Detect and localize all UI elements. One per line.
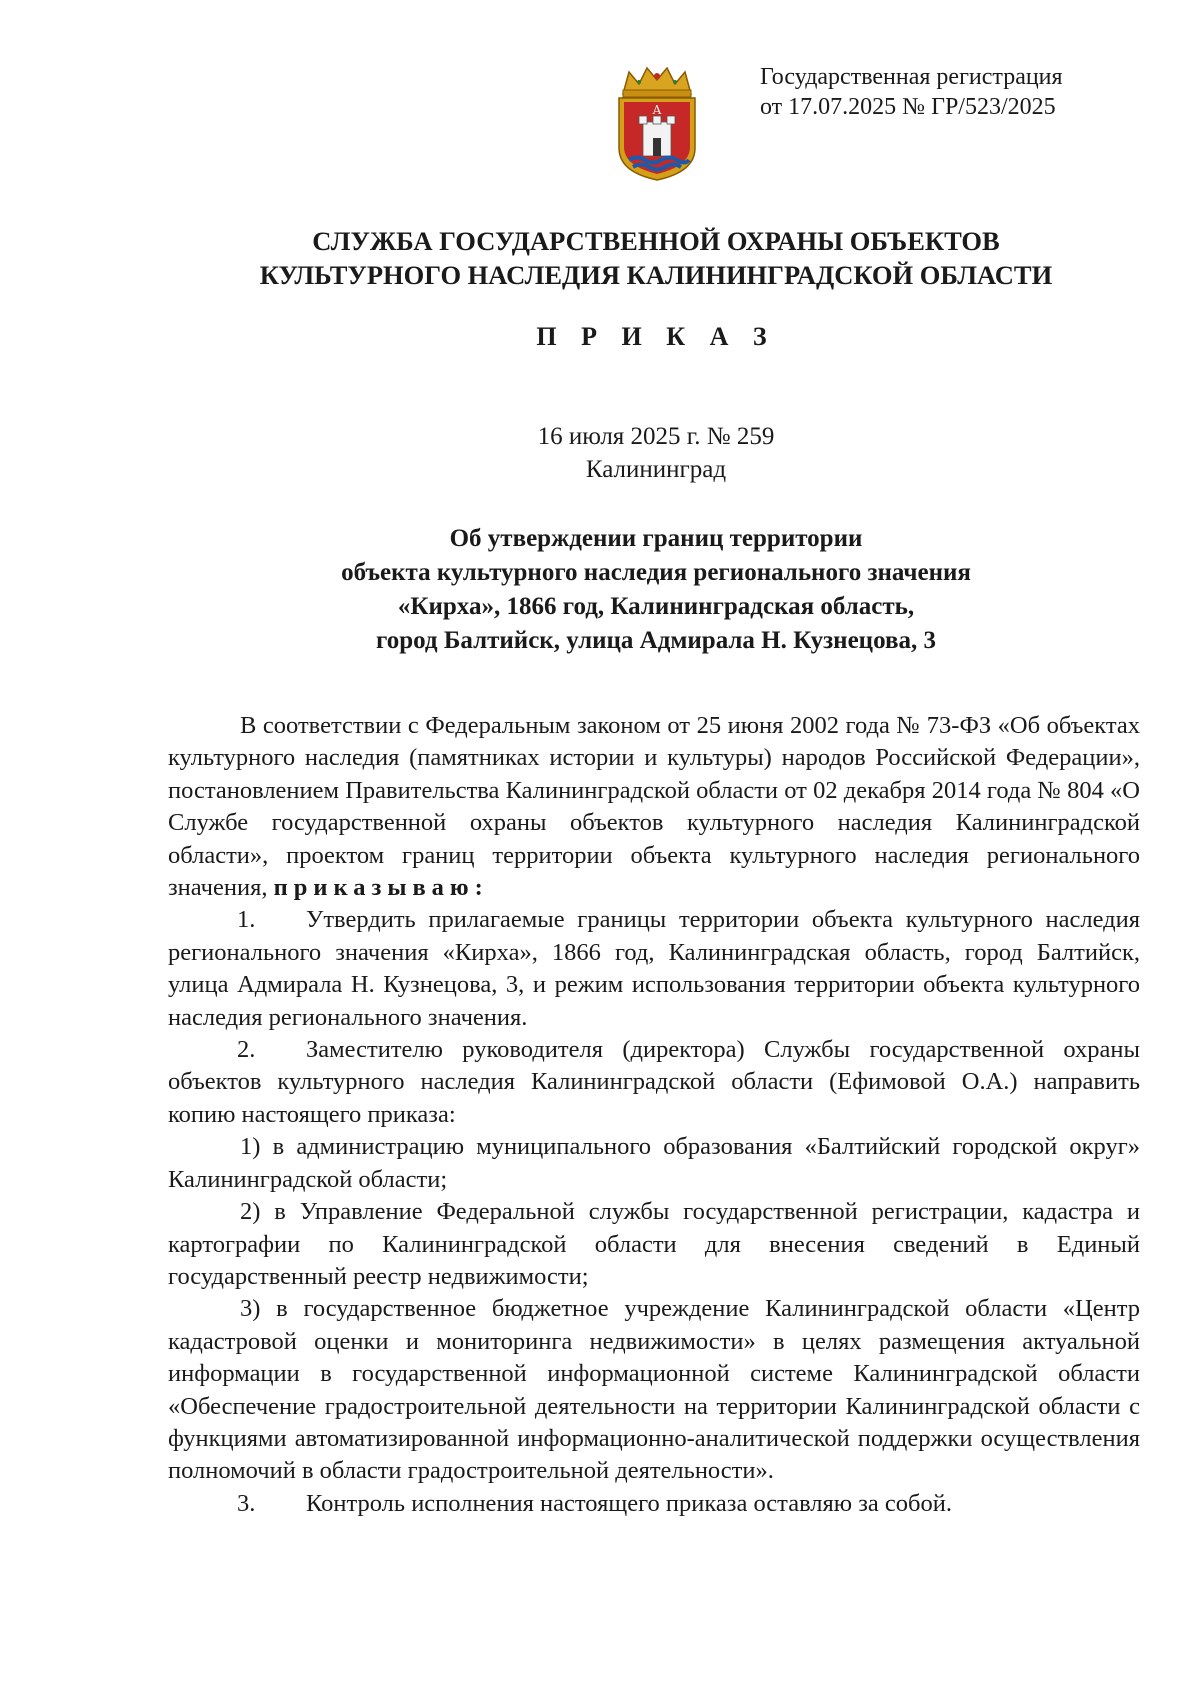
item-number: 3. <box>237 1489 256 1517</box>
order-body <box>168 710 1140 1520</box>
preamble-text: В соответствии с Федеральным законом от 25 июня 2002 года № 73-ФЗ «Об объектах культурного наследия (памятниках истории и культуры) народов Российской Федерации», постановлением Правительства Калининградской области от 02 декабря 2014 года № 804 «О Службе государственной охраны объектов культурного наследия Калининградской области», проектом границ территории объекта культурного наследия регионального значения, <box>168 712 1140 902</box>
title-line: Об утверждении границ территории <box>449 525 863 552</box>
state-registration <box>760 62 1063 122</box>
order-item-1 <box>168 904 1140 1034</box>
order-city: Калининград <box>585 456 727 483</box>
coat-of-arms-emblem <box>613 64 701 182</box>
order-word: приказываю: <box>273 874 489 902</box>
date-block <box>0 420 1200 486</box>
item-text: Утвердить прилагаемые границы территории объекта культурного наследия регионального значения «Кирха», 1866 год, Калининградская область, город Балтийск, улица Адмирала Н. Кузнецова, 3, и режим использования территории объекта культурного наследия регионального значения. <box>168 906 1140 1031</box>
organization-line-1: СЛУЖБА ГОСУДАРСТВЕННОЙ ОХРАНЫ ОБЪЕКТОВ <box>312 226 1000 256</box>
item-number: 2. <box>237 1036 256 1064</box>
item-number: 1. <box>237 906 256 934</box>
title-line: город Балтийск, улица Адмирала Н. Кузнецова, 3 <box>376 627 936 654</box>
order-item-2 <box>168 1034 1140 1131</box>
title-line: «Кирха», 1866 год, Калининградская область, <box>397 593 915 620</box>
document-type: П Р И К А З <box>536 322 776 351</box>
registration-label: Государственная регистрация <box>760 64 1063 90</box>
order-item-3 <box>168 1488 1140 1520</box>
title-line: объекта культурного наследия регионального значения <box>341 559 971 586</box>
svg-text:A: A <box>652 103 662 117</box>
order-title <box>0 522 1200 658</box>
preamble-paragraph <box>168 710 1140 904</box>
registration-number: от 17.07.2025 № ГР/523/2025 <box>760 94 1056 120</box>
item-text: Контроль исполнения настоящего приказа оставляю за собой. <box>306 1489 952 1517</box>
organization-name <box>0 224 1200 292</box>
item-text: Заместителю руководителя (директора) Службы государственной охраны объектов культурного наследия Калининградской области (Ефимовой О.А.) направить копию настоящего приказа: <box>168 1036 1140 1128</box>
organization-line-2: КУЛЬТУРНОГО НАСЛЕДИЯ КАЛИНИНГРАДСКОЙ ОБЛАСТИ <box>259 260 1053 290</box>
subitem-1: 1) в администрацию муниципального образования «Балтийский городской округ» Калининградской области; <box>168 1133 1140 1193</box>
order-date-number: 16 июля 2025 г. № 259 <box>537 423 775 450</box>
subitem-2: 2) в Управление Федеральной службы государственной регистрации, кадастра и картографии по Калининградской области для внесения сведений в Единый государственный реестр недвижимости; <box>168 1198 1140 1290</box>
subitem-3: 3) в государственное бюджетное учреждение Калининградской области «Центр кадастровой оценки и мониторинга недвижимости» в целях размещения актуальной информации в государственной информационной системе Калининградской области «Обеспечение градостроительной деятельности на территории Калининградской области с функциями автоматизированной информационно-аналитической поддержки осуществления полномочий в области градостроительной деятельности». <box>168 1295 1140 1485</box>
